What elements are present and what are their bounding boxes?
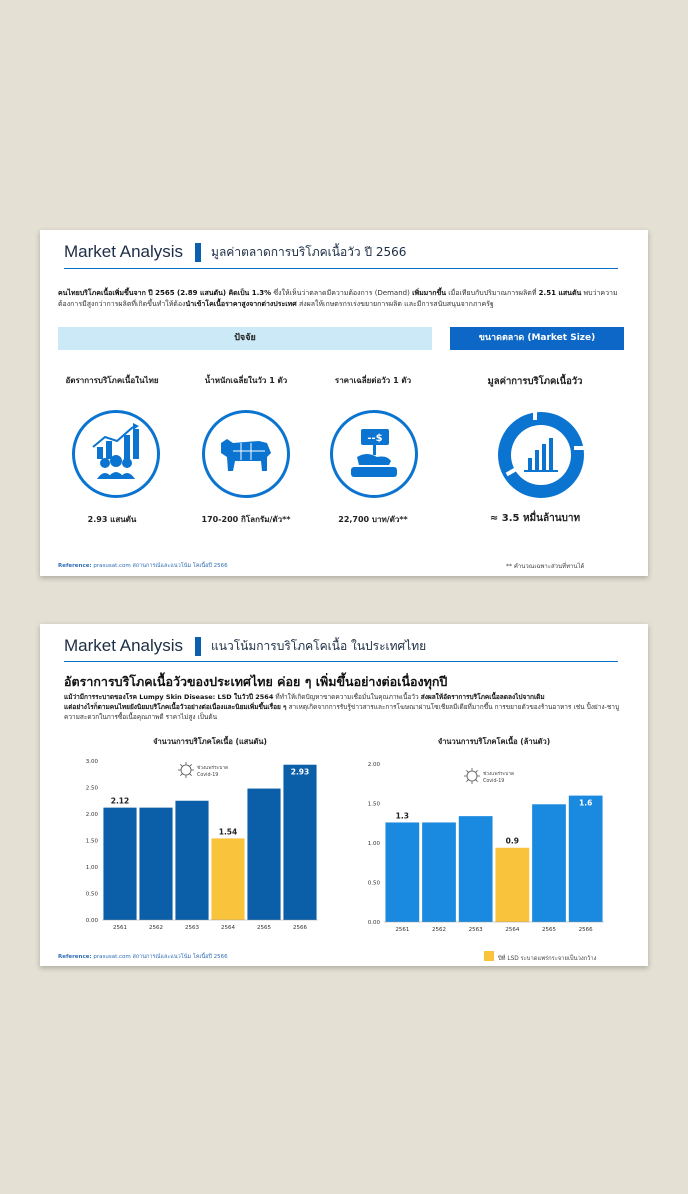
y-tick-label: 1.00	[367, 841, 380, 847]
trend-body: แม้ว่ามีการระบาดของโรค Lumpy Skin Disease: LSD ในวัวปี 2564 ที่ทำให้เกิดปัญหาขาดความเชื่อมั่นในคุณภาพเนื้อวัว ส่งผลให้อัตราการบริโภคเนื้อลดลงไปจากเดิม แต่อย่างไรก็ตามคนไทยยังนิยมบริโภคเนื้อวัวอย่างต่อเนื่องและนิยมเพิ่มขึ้นเรื่อย ๆ สาเหตุเกิดจากการรับรู้ข่าวสารและการโฆษณาผ่านโซเชียลมีเดียที่มากขึ้น การขยายตัวของร้านอาหาร เช่น ปิ้งย่าง-ชาบู ความสะดวกในการซื้อเนื้อคุณภาพดี ราคาไม่สูง เป็นต้น	[64, 693, 620, 721]
x-tick-label: 2562	[432, 927, 446, 933]
data-label-2561: 1.3	[395, 811, 409, 821]
x-tick-label: 2565	[542, 927, 556, 933]
header-divider	[64, 661, 618, 662]
x-tick-label: 2561	[113, 925, 127, 931]
y-tick-label: 0.00	[367, 920, 380, 926]
y-tick-label: 1.50	[85, 838, 98, 845]
market-title: มูลค่าการบริโภคเนื้อวัว	[487, 376, 583, 387]
y-tick-label: 2.50	[85, 785, 98, 792]
x-tick-label: 2562	[149, 925, 163, 931]
bar-2561	[385, 822, 419, 922]
header-divider	[64, 268, 618, 269]
bar-2563	[459, 816, 493, 922]
title-accent-bar	[195, 637, 201, 656]
bar-2565	[532, 804, 566, 922]
data-label-2561: 2.12	[110, 796, 130, 806]
title-accent-bar	[195, 243, 201, 262]
x-tick-label: 2563	[468, 927, 483, 933]
slide-subtitle: มูลค่าตลาดการบริโภคเนื้อวัว ปี 2566	[211, 244, 407, 259]
covid-label: Covid-19	[197, 773, 219, 778]
trend-headline: อัตราการบริโภคเนื้อวัวของประเทศไทย ค่อย ๆ เพิ่มขึ้นอย่างต่อเนื่องทุกปี	[64, 674, 448, 689]
covid-label: Covid-19	[483, 779, 505, 784]
market-pie-icon	[496, 410, 586, 500]
bar-2562	[139, 808, 172, 920]
factor-value-weight: 170-200 กิโลกรัม/ตัว**	[201, 515, 291, 524]
x-tick-label: 2563	[185, 925, 199, 931]
data-label-2564: 1.54	[218, 827, 238, 837]
x-tick-label: 2566	[293, 925, 307, 931]
price-scale-icon	[330, 410, 418, 498]
factor-value-price: 22,700 บาท/ตัว**	[338, 515, 408, 524]
x-tick-label: 2564	[505, 927, 520, 933]
y-tick-label: 0.50	[367, 880, 380, 887]
slide-header	[64, 242, 406, 262]
factor-value-consumption: 2.93 แสนตัน	[87, 515, 137, 524]
cow-icon	[202, 410, 290, 498]
reference-note: Reference: prasusat.com สถานการณ์และแนวโน้ม โคเนื้อปี 2566	[58, 563, 228, 569]
data-label-2566: 2.93	[290, 767, 310, 777]
data-label-2564: 0.9	[505, 836, 519, 846]
x-tick-label: 2561	[395, 927, 410, 933]
bar-2563	[175, 801, 208, 920]
reference-note: Reference: prasusat.com สถานการณ์และแนวโน้ม โคเนื้อปี 2566	[58, 954, 228, 960]
virus-icon	[464, 768, 480, 784]
x-tick-label: 2564	[221, 925, 235, 931]
market-size-slide	[40, 230, 648, 576]
bar-2562	[422, 822, 456, 922]
chart-title: จำนวนการบริโภคโคเนื้อ (ล้านตัว)	[437, 737, 551, 746]
x-tick-label: 2566	[578, 927, 593, 933]
covid-label: ช่วงแพร่ระบาด	[197, 766, 229, 771]
chart-title: จำนวนการบริโภคโคเนื้อ (แสนตัน)	[153, 737, 267, 746]
y-tick-label: 3.00	[85, 759, 98, 765]
chart-consumption-heads	[360, 732, 620, 936]
y-tick-label: 2.00	[367, 762, 380, 768]
slide-header	[64, 636, 426, 656]
factor-title-weight: น้ำหนักเฉลี่ยในวัว 1 ตัว	[204, 376, 288, 385]
slide-subtitle: แนวโน้มการบริโภคโคเนื้อ ในประเทศไทย	[211, 638, 427, 653]
factors-band: ปัจจัย	[58, 327, 432, 350]
y-tick-label: 1.00	[85, 865, 98, 871]
slide-title: Market Analysis	[64, 636, 184, 655]
svg-text:--$: --$	[367, 433, 383, 444]
factor-title-consumption: อัตราการบริโภคเนื้อในไทย	[65, 376, 159, 385]
consumption-trend-slide	[40, 624, 648, 966]
market-size-band: ขนาดตลาด (Market Size)	[450, 327, 624, 350]
intro-paragraph: คนไทยบริโภคเนื้อเพิ่มขึ้นจาก ปี 2565 (2.89 แสนตัน) คิดเป็น 1.3% ซึ่งให้เห็นว่าตลาดมีความต้องการ (Demand) เพิ่มมากขึ้น เมื่อเทียบกับปริมาณการผลิตที่ 2.51 แสนตัน พบว่าความต้องการมีสูงกว่าการผลิตที่เกิดขึ้นทำให้ต้องนำเข้าโคเนื้อราคาสูงจากต่างประเทศ ส่งผลให้เกษตรกรเร่งขยายการผลิต และมีการสนับสนุนจากภาครัฐ	[58, 289, 618, 308]
y-tick-label: 0.00	[85, 918, 98, 924]
footnote: ** คำนวณเฉพาะส่วนที่ทานได้	[506, 563, 585, 570]
bar-2564	[495, 848, 529, 922]
y-tick-label: 1.50	[367, 801, 380, 808]
virus-icon	[178, 762, 194, 778]
data-label-2566: 1.6	[579, 798, 593, 808]
bar-2566	[569, 796, 603, 922]
consumption-chart-icon	[72, 410, 160, 498]
legend-swatch-lsd	[484, 951, 494, 961]
x-tick-label: 2565	[257, 925, 271, 931]
factor-title-price: ราคาเฉลี่ยต่อวัว 1 ตัว	[334, 376, 412, 385]
bar-2561	[103, 808, 136, 920]
slide-title: Market Analysis	[64, 242, 184, 261]
y-tick-label: 0.50	[85, 891, 98, 898]
bar-2564	[211, 838, 244, 920]
legend-lsd: ปีที่ LSD ระบาดแพร่กระจายเป็นวงกว้าง	[498, 956, 597, 962]
y-tick-label: 2.00	[85, 812, 98, 818]
chart-consumption-tons	[80, 732, 330, 936]
bar-2565	[247, 789, 280, 920]
market-value: ≈ 3.5 หมื่นล้านบาท	[489, 513, 581, 524]
bar-2566	[283, 765, 316, 920]
covid-label: ช่วงแพร่ระบาด	[483, 772, 515, 777]
